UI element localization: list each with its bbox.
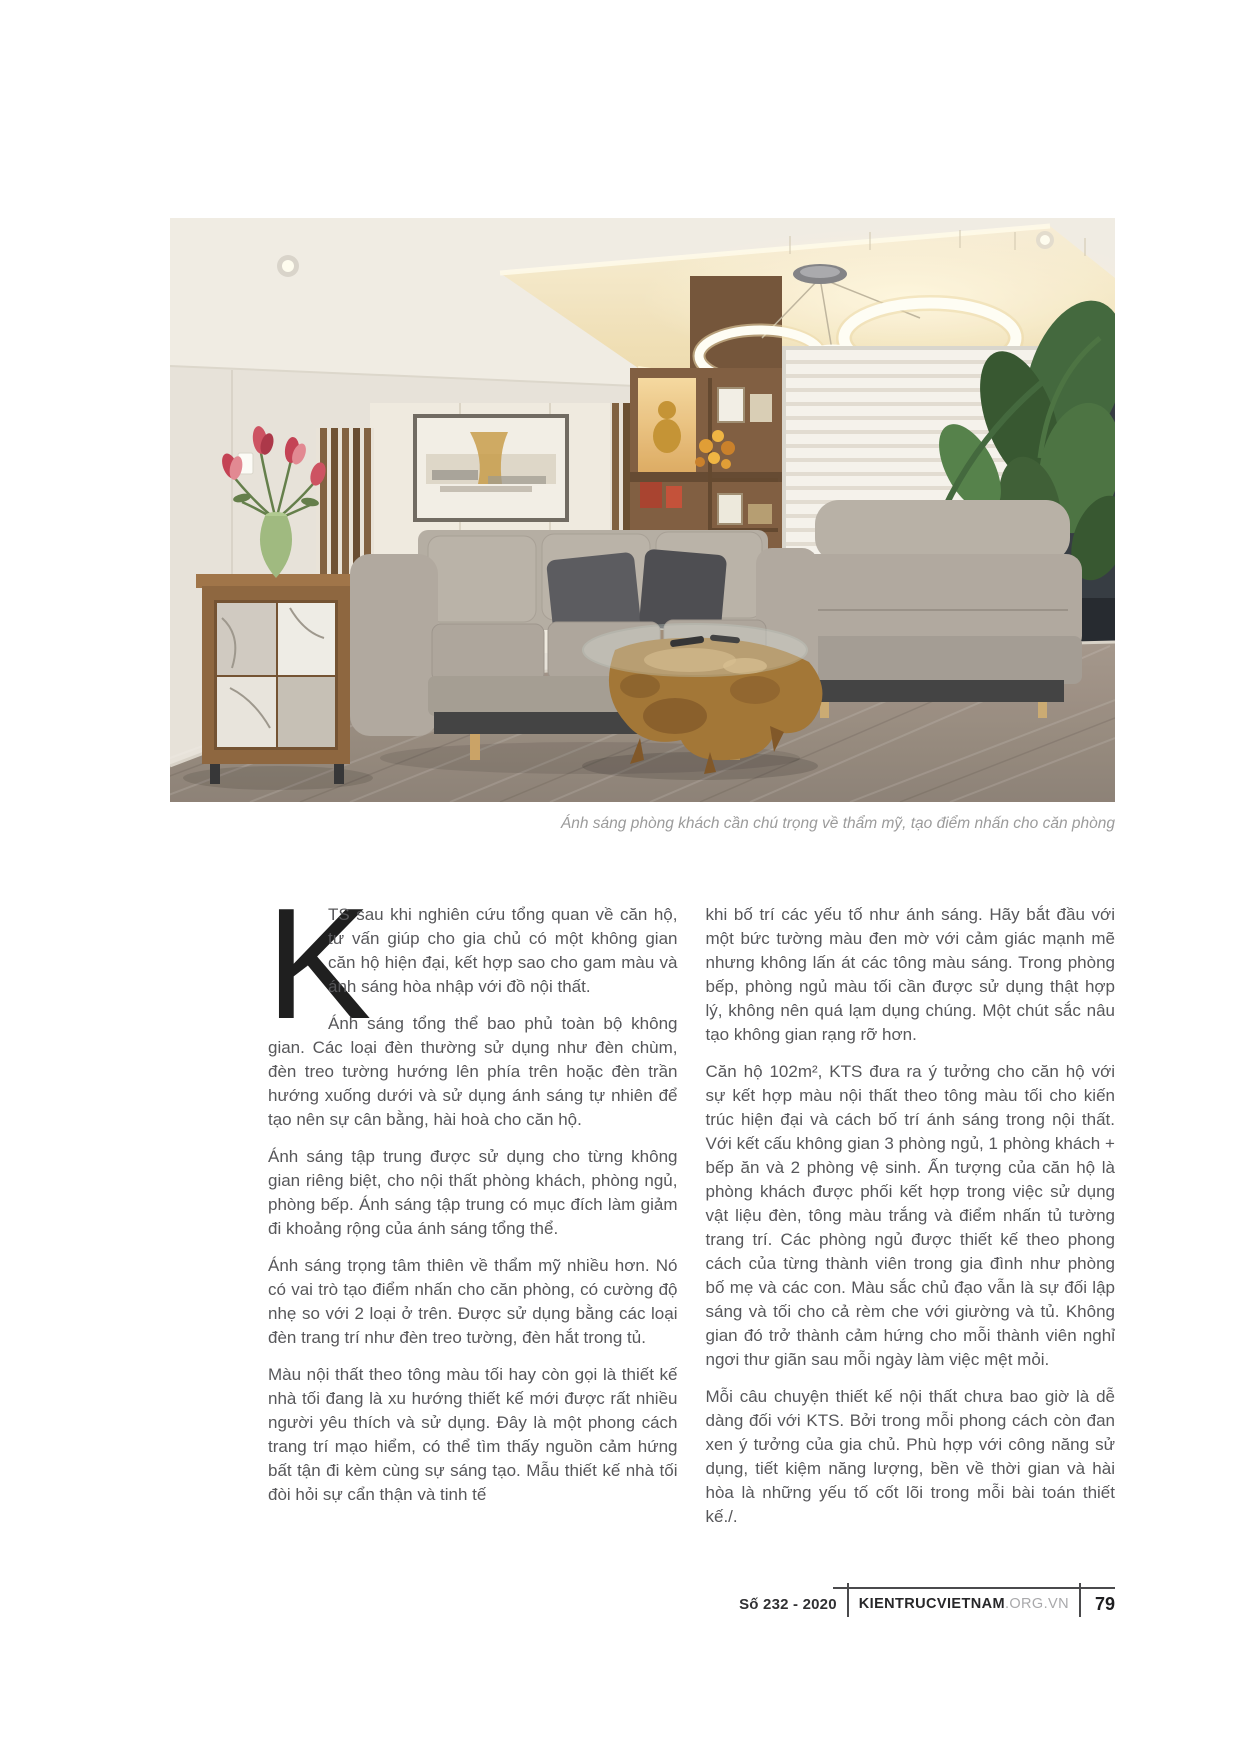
- page-number: 79: [1094, 1593, 1115, 1614]
- paragraph: Ánh sáng tập trung được sử dụng cho từng không gian riêng biệt, cho nội thất phòng khách, phòng ngủ, phòng bếp. Ánh sáng tập trung có mục đích làm giảm đi khoảng rộng của ánh sáng tổng thể.: [268, 1147, 678, 1238]
- photo-tint: [170, 218, 1115, 802]
- site-domain-suffix: .ORG.VN: [1004, 1596, 1069, 1612]
- photo-caption: Ánh sáng phòng khách cần chú trọng về thẩm mỹ, tạo điểm nhấn cho căn phòng: [560, 815, 1115, 832]
- column-left: [266, 876, 678, 1542]
- footer-separator: [847, 1583, 849, 1617]
- opening-paragraphs: [266, 876, 678, 1132]
- paragraph: Ánh sáng tổng thể bao phủ toàn bộ không gian. Các loại đèn thường sử dụng như đèn chùm, đèn treo tường hướng lên phía trên hoặc đèn trần hướng xuống dưới và sử dụng ánh sáng tự nhiên để tạo nên sự cân bằng, hài hoà cho căn hộ.: [268, 1014, 678, 1129]
- column-right: [706, 903, 1116, 1542]
- site-label: [859, 1595, 1069, 1613]
- issue-label: Số 232 - 2020: [739, 1595, 837, 1613]
- paragraph: khi bố trí các yếu tố như ánh sáng. Hãy bắt đầu với một bức tường màu đen mờ với cảm giác mạnh mẽ nhưng không lấn át các tông màu sáng. Trong phòng bếp, phòng ngủ màu tối cần được sử dụng thật hợp lý, không nên quá lạm dụng chúng. Một chút sắc nâu tạo không gian rạng rỡ hơn.: [705, 905, 1115, 1044]
- paragraph: Căn hộ 102m², KTS đưa ra ý tưởng cho căn hộ với sự kết hợp màu nội thất theo tông màu tối cho kiến trúc hiện đại và cách bố trí ánh sáng trong nội thất. Với kết cấu không gian 3 phòng ngủ, 1 phòng khách + bếp ăn và 2 phòng vệ sinh. Ấn tượng của căn hộ là phòng khách được phối kết hợp trong việc sử dụng vật liệu đèn, tông màu trắng và điểm nhấn tủ tường trang trí. Các phòng ngủ được thiết kế theo phong cách của từng thành viên trong gia đình như phòng bố mẹ và các con. Màu sắc chủ đạo vẫn là sự đối lập sáng và tối cho cả rèm che với giường và tủ. Không gian đó trở thành cảm hứng cho mỗi thành viên nghỉ ngơi thư giãn sau mỗi ngày làm việc mệt mỏi.: [705, 1062, 1115, 1369]
- paragraph: TS sau khi nghiên cứu tổng quan về căn hộ, tư vấn giúp cho gia chủ có một không gian căn hộ hiện đại, kết hợp sao cho gam màu và ánh sáng hòa nhập với đồ nội thất.: [328, 905, 678, 996]
- paragraph: Ánh sáng trọng tâm thiên về thẩm mỹ nhiều hơn. Nó có vai trò tạo điểm nhấn cho căn phòng, có cường độ nhẹ so với 2 loại ở trên. Được sử dụng bằng các loại đèn trang trí như đèn treo tường, đèn hắt trong tủ.: [268, 1256, 678, 1347]
- page-footer: [700, 1590, 1115, 1618]
- footer-rule: [833, 1587, 1115, 1589]
- living-room-illustration: [170, 218, 1115, 802]
- site-name: KIENTRUCVIETNAM: [858, 1596, 1005, 1612]
- article-photo: [170, 218, 1115, 802]
- paragraph: Màu nội thất theo tông màu tối hay còn gọi là thiết kế nhà tối đang là xu hướng thiết kế mới được rất nhiều người yêu thích và sử dụng. Đây là một phong cách trang trí mạo hiểm, có thể tìm thấy nguồn cảm hứng bất tận đi kèm cùng sự sáng tạo. Mẫu thiết kế nhà tối đòi hỏi sự cẩn thận và tinh tế: [268, 1365, 678, 1504]
- article-body: [266, 876, 1115, 1542]
- paragraph: Mỗi câu chuyện thiết kế nội thất chưa bao giờ là dễ dàng đối với KTS. Bởi trong mỗi phong cách còn đan xen ý tưởng của gia chủ. Phù hợp với công năng sử dụng, tiết kiệm năng lượng, bền về thời gian và hài hòa là những yếu tố cốt lõi trong mỗi bài toán thiết kế./.: [705, 1387, 1115, 1526]
- footer-separator: [1079, 1583, 1081, 1617]
- drop-cap: K: [266, 876, 366, 1052]
